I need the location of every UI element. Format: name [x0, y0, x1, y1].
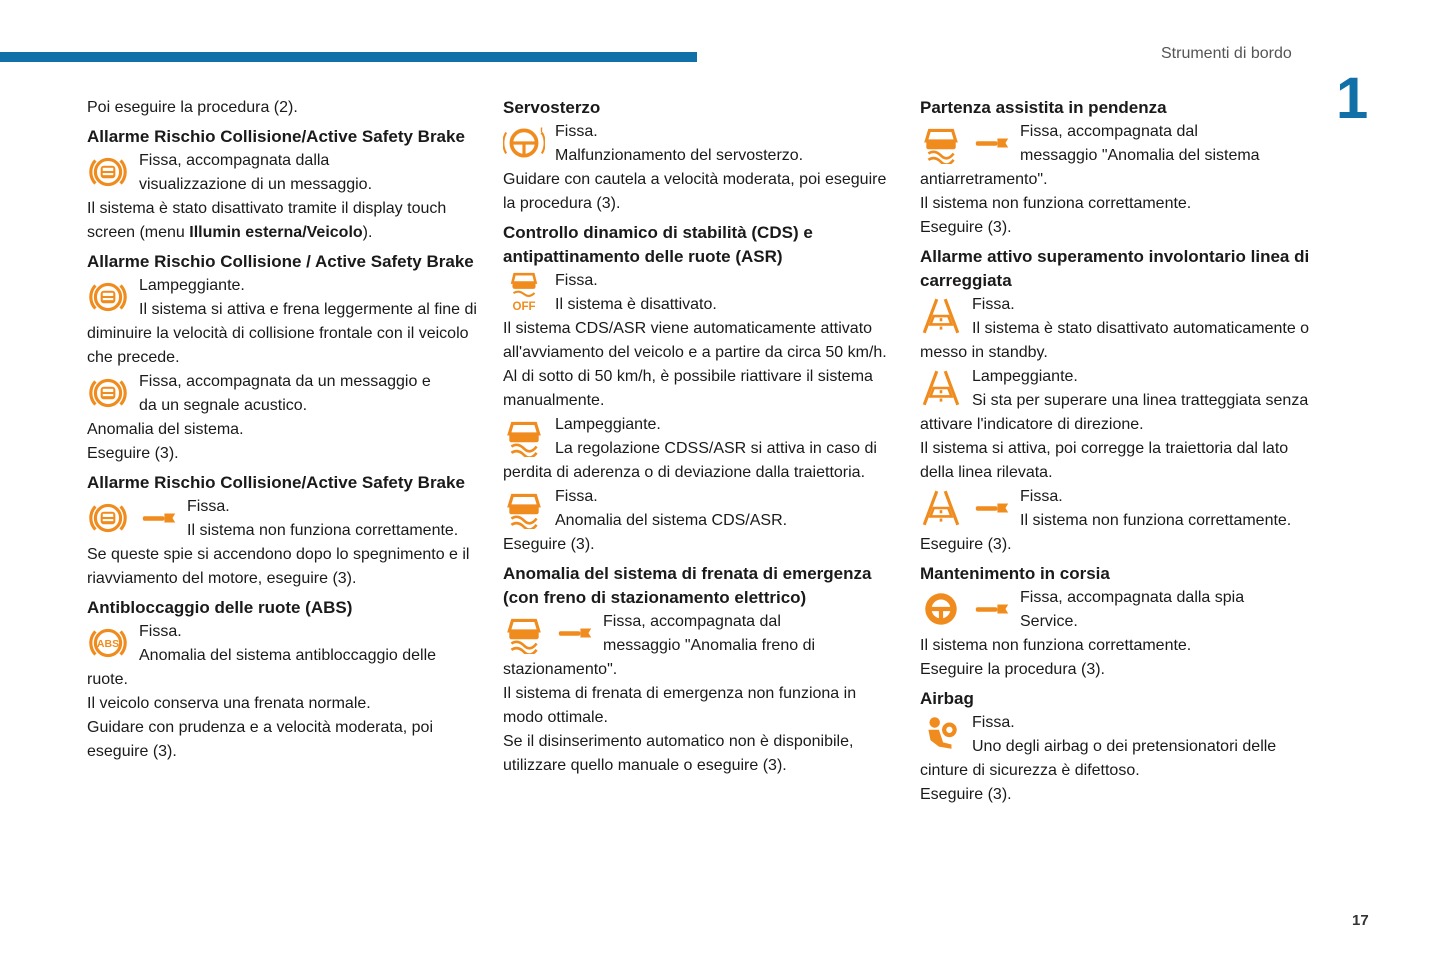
entry-status: Fissa.	[1020, 488, 1063, 505]
section-heading: Allarme Rischio Collisione/Active Safety Brake	[87, 473, 465, 492]
section-heading: Mantenimento in corsia	[920, 564, 1110, 583]
warning-entry	[87, 620, 479, 692]
header-accent-bar	[0, 52, 697, 62]
collision-alert-icon	[87, 497, 129, 539]
body-text: Il veicolo conserva una frenata normale.	[87, 695, 371, 712]
column-1	[87, 96, 479, 764]
warning-entry	[920, 120, 1310, 192]
entry-description: Si sta per superare una linea tratteggiata senza attivare l'indicatore di direzione.	[920, 392, 1309, 433]
entry-description: visualizzazione di un messaggio.	[139, 176, 373, 193]
entry-status: Fissa, accompagnata dalla	[139, 152, 330, 169]
section-heading: Partenza assistita in pendenza	[920, 98, 1167, 117]
hill-start-icon	[920, 122, 962, 164]
warning-entry	[87, 495, 479, 543]
section-heading: Servosterzo	[503, 98, 601, 117]
column-2	[503, 96, 893, 778]
warning-entry	[87, 149, 479, 197]
body-text: Guidare con prudenza e a velocità moderata, poi eseguire (3).	[87, 719, 433, 760]
entry-description: La regolazione CDSS/ASR si attiva in caso di perdita di aderenza o di deviazione dalla traiettoria.	[503, 440, 877, 481]
airbag-icon	[920, 713, 962, 755]
chapter-number: 1	[1336, 66, 1369, 131]
power-steering-icon	[503, 122, 545, 164]
lane-keeping-icon	[920, 588, 962, 630]
entry-description: Malfunzionamento del servosterzo.	[555, 147, 804, 164]
section-heading: Anomalia del sistema di frenata di emergenza (con freno di stazionamento elettrico)	[503, 564, 872, 607]
entry-description: Il sistema non funziona correttamente.	[187, 522, 459, 539]
entry-description: Il sistema è disattivato.	[555, 296, 717, 313]
entry-status: Fissa, accompagnata dalla spia	[1020, 589, 1245, 606]
entry-status: Fissa.	[972, 296, 1015, 313]
wrench-icon	[557, 623, 593, 643]
warning-entry	[920, 711, 1310, 783]
warning-entry	[503, 120, 893, 168]
section-title: Strumenti di bordo	[1161, 45, 1292, 62]
section-heading: Allarme Rischio Collisione/Active Safety Brake	[87, 127, 465, 146]
warning-entry	[920, 586, 1310, 634]
entry-status: Fissa.	[555, 488, 598, 505]
entry-status: Fissa, accompagnata dal	[1020, 123, 1198, 140]
section-heading: Allarme attivo superamento involontario linea di carreggiata	[920, 247, 1310, 290]
entry-status: Fissa, accompagnata dal	[603, 613, 781, 630]
entry-description: Il sistema non funziona correttamente.	[1020, 512, 1292, 529]
entry-description: da un segnale acustico.	[139, 397, 308, 414]
entry-description: Il sistema si attiva e frena leggermente al fine di diminuire la velocità di collisione frontale con il veicolo che precede.	[87, 301, 477, 366]
warning-entry	[503, 485, 893, 533]
lane-departure-icon	[920, 487, 962, 529]
entry-status: Lampeggiante.	[972, 368, 1078, 385]
entry-status: Fissa.	[139, 623, 182, 640]
body-text: Al di sotto di 50 km/h, è possibile riattivare il sistema manualmente.	[503, 368, 873, 409]
collision-alert-icon	[87, 276, 129, 318]
section-heading: Antibloccaggio delle ruote (ABS)	[87, 598, 353, 617]
entry-description: Uno degli airbag o dei pretensionatori delle cinture di sicurezza è difettoso.	[920, 738, 1277, 779]
collision-alert-icon	[87, 151, 129, 193]
body-text: Il sistema è stato disattivato tramite il display touch screen (menu Illumin esterna/Veicolo).	[87, 200, 447, 241]
entry-status: Fissa.	[555, 123, 598, 140]
wrench-icon	[974, 498, 1010, 518]
section-heading: Allarme Rischio Collisione / Active Safety Brake	[87, 252, 474, 271]
section-heading: Airbag	[920, 689, 974, 708]
body-text: Eseguire (3).	[87, 445, 179, 462]
lane-departure-icon	[920, 367, 962, 409]
body-text: Se queste spie si accendono dopo lo spegnimento e il riavviamento del motore, eseguire (3).	[87, 546, 470, 587]
intro-text: Poi eseguire la procedura (2).	[87, 99, 298, 116]
warning-entry	[503, 413, 893, 485]
entry-status: Fissa.	[555, 272, 598, 289]
body-text: Eseguire (3).	[503, 536, 595, 553]
entry-description: messaggio "Anomalia del sistema antiarretramento".	[920, 147, 1260, 188]
stability-off-icon	[503, 271, 545, 313]
warning-entry	[920, 365, 1310, 437]
body-text: Eseguire (3).	[920, 219, 1012, 236]
entry-status: Fissa, accompagnata da un messaggio e	[139, 373, 431, 390]
body-text: Guidare con cautela a velocità moderata, poi eseguire la procedura (3).	[503, 171, 887, 212]
stability-control-icon	[503, 415, 545, 457]
body-text: Se il disinserimento automatico non è disponibile, utilizzare quello manuale o eseguire (3).	[503, 733, 854, 774]
section-heading: Controllo dinamico di stabilità (CDS) e antipattinamento delle ruote (ASR)	[503, 223, 813, 266]
entry-status: Lampeggiante.	[555, 416, 661, 433]
stability-control-icon	[503, 612, 545, 654]
body-text: Eseguire la procedura (3).	[920, 661, 1105, 678]
warning-entry	[87, 274, 479, 370]
lane-departure-icon	[920, 295, 962, 337]
body-text: Il sistema non funziona correttamente.	[920, 195, 1192, 212]
entry-status: Fissa.	[187, 498, 230, 515]
body-text: Il sistema si attiva, poi corregge la traiettoria dal lato della linea rilevata.	[920, 440, 1289, 481]
abs-icon	[87, 622, 129, 664]
entry-description: Il sistema è stato disattivato automaticamente o messo in standby.	[920, 320, 1310, 361]
wrench-icon	[974, 133, 1010, 153]
stability-control-icon	[503, 487, 545, 529]
column-3	[920, 96, 1310, 807]
warning-entry	[87, 370, 479, 418]
warning-entry	[920, 293, 1310, 365]
entry-status: Fissa.	[972, 714, 1015, 731]
entry-description: messaggio "Anomalia freno di stazionamento".	[503, 637, 816, 678]
warning-entry	[503, 610, 893, 682]
wrench-icon	[141, 508, 177, 528]
warning-entry	[503, 269, 893, 317]
body-text: Eseguire (3).	[920, 536, 1012, 553]
body-text: Eseguire (3).	[920, 786, 1012, 803]
page-number: 17	[1352, 912, 1369, 929]
entry-status: Lampeggiante.	[139, 277, 245, 294]
body-text: Il sistema non funziona correttamente.	[920, 637, 1192, 654]
body-text: Il sistema di frenata di emergenza non funziona in modo ottimale.	[503, 685, 857, 726]
body-text: Anomalia del sistema.	[87, 421, 244, 438]
collision-alert-icon	[87, 372, 129, 414]
entry-description: Anomalia del sistema CDS/ASR.	[555, 512, 788, 529]
wrench-icon	[974, 599, 1010, 619]
entry-description: Anomalia del sistema antibloccaggio delle ruote.	[87, 647, 437, 688]
warning-entry	[920, 485, 1310, 533]
entry-description: Service.	[1020, 613, 1078, 630]
body-text: Il sistema CDS/ASR viene automaticamente attivato all'avviamento del veicolo e a partire da circa 50 km/h.	[503, 320, 887, 361]
